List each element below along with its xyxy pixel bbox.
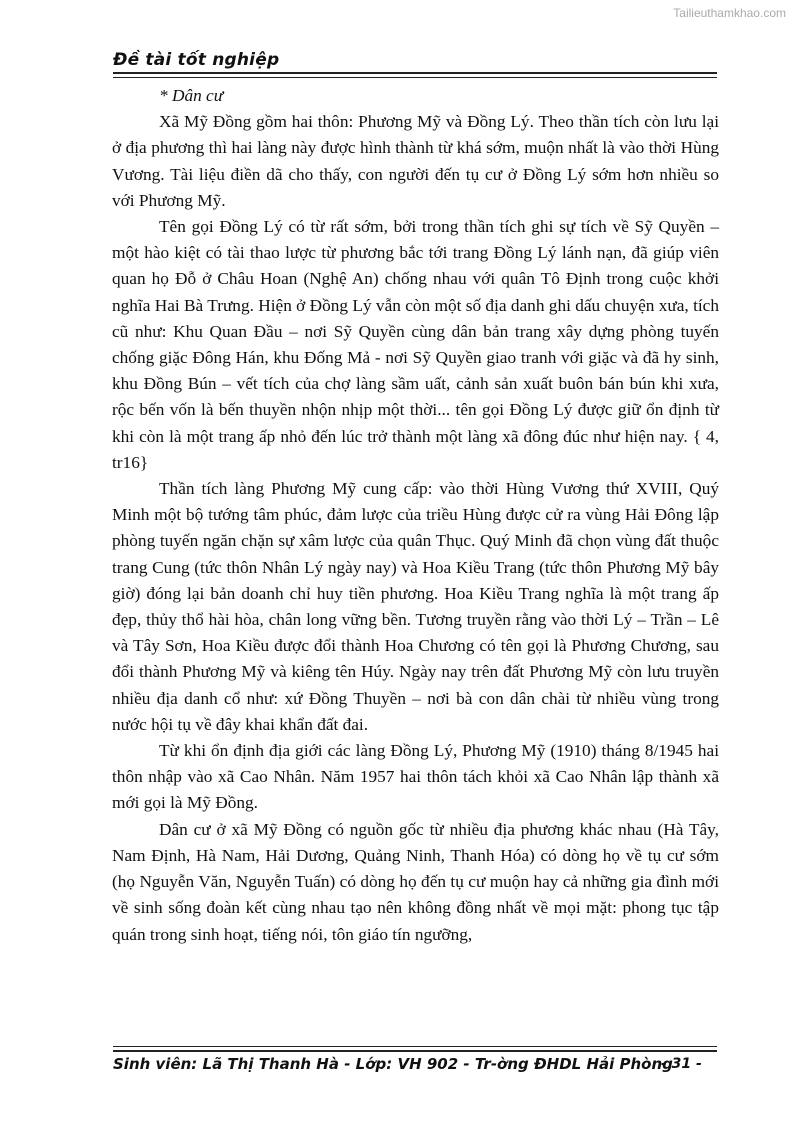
paragraph-3: Thần tích làng Phương Mỹ cung cấp: vào thời Hùng Vương thứ XVIII, Quý Minh một bộ tướng tâm phúc, đảm lược của triều Hùng được cử ra vùng Hải Đông lập phòng tuyến ngăn chặn sự xâm lược của quân Thục. Quý Minh đã chọn vùng đất thuộc trang Cung (tức thôn Nhân Lý ngày nay) và Hoa Kiều Trang (tức thôn Phương Mỹ bây giờ) đóng lại bản doanh chỉ huy tiền phương. Hoa Kiều Trang nghĩa là một trang ấp đẹp, thủy thổ hài hòa, chân long vững bền. Tương truyền rằng vào thời Lý – Trần – Lê và Tây Sơn, Hoa Kiều được đổi thành Hoa Chương có tên gọi là Phương Chương, sau đổi thành Phương Mỹ và kiêng tên Húy. Ngày nay trên đất Phương Mỹ còn lưu truyền nhiều địa danh cổ như: xứ Đồng Thuyền – nơi bà con dân chài từ nhiều vùng trong nước hội tụ về đây khai khẩn đất đai. [112,479,719,734]
header-rule [113,72,717,74]
page-header-title: Đề tài tốt nghiệp [113,50,280,70]
footer-student-info: Sinh viên: Lã Thị Thanh Hà - Lớp: VH 902 - Tr-ờng ĐHDL Hải Phòng [113,1055,673,1073]
footer-rule [113,1050,717,1052]
document-body [112,83,719,948]
section-heading: * Dân cư [159,86,224,105]
paragraph-5: Dân cư ở xã Mỹ Đồng có nguồn gốc từ nhiều địa phương khác nhau (Hà Tây, Nam Định, Hà Nam, Hải Dương, Quảng Ninh, Thanh Hóa) có dòng họ về tụ cư sớm (họ Nguyễn Văn, Nguyễn Tuấn) có dòng họ đến tụ cư muộn hay cả những gia đình mới về sinh sống đoàn kết cùng nhau tạo nên không đồng nhất về mọi mặt: phong tục tập quán trong sinh hoạt, tiếng nói, tôn giáo tín ngưỡng, [112,819,719,944]
paragraph-2: Tên gọi Đồng Lý có từ rất sớm, bởi trong thần tích ghi sự tích về Sỹ Quyền – một hào kiệt có tài thao lược từ phương bắc tới trang Đồng Lý lánh nạn, đã giúp viên quan họ Đỗ ở Châu Hoan (Nghệ An) chống nhau với quân Tô Định trong cuộc khởi nghĩa Hai Bà Trưng. Hiện ở Đồng Lý vẫn còn một số địa danh ghi dấu chuyện xưa, tích cũ như: Khu Quan Đầu – nơi Sỹ Quyền cùng dân bản trang xây dựng phòng tuyến chống giặc Đông Hán, khu Đống Mả - nơi Sỹ Quyền giao tranh với giặc và đã hy sinh, khu Đồng Bún – vết tích của chợ làng sầm uất, cảnh sản xuất buôn bán bún khi xưa, rộc bến vốn là bến thuyền nhộn nhịp một thời... tên gọi Đồng Lý được giữ ổn định từ khi còn là một trang ấp nhỏ đến lúc trở thành một làng xã đông đúc như hiện nay. { 4, tr16} [112,217,719,472]
footer-rule-thin [113,1046,717,1047]
paragraph-4: Từ khi ổn định địa giới các làng Đồng Lý, Phương Mỹ (1910) tháng 8/1945 hai thôn nhập vào xã Cao Nhân. Năm 1957 hai thôn tách khỏi xã Cao Nhân lập thành xã mới gọi là Mỹ Đồng. [112,741,719,813]
header-rule-thin [113,77,717,78]
page-number: - 31 - [661,1056,702,1072]
paragraph-1: Xã Mỹ Đồng gồm hai thôn: Phương Mỹ và Đồng Lý. Theo thần tích còn lưu lại ở địa phương thì hai làng này được hình thành từ khá sớm, muộn nhất là vào thời Hùng Vương. Tài liệu điền dã cho thấy, con người đến tụ cư ở Đồng Lý sớm hơn nhiều so với Phương Mỹ. [112,112,719,210]
watermark: Tailieuthamkhao.com [673,6,786,20]
page-footer [113,1055,717,1073]
